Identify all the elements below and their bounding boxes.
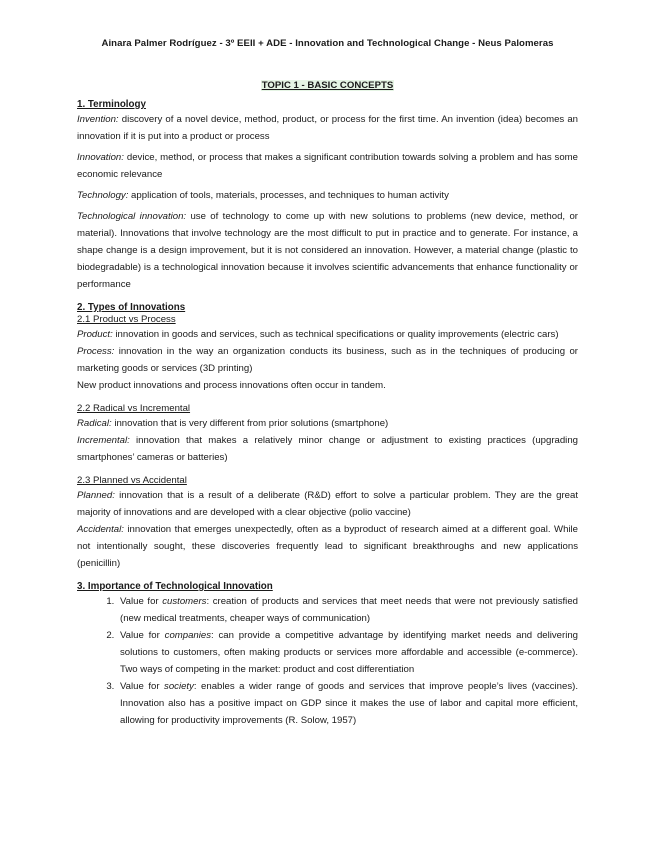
list-item-society xyxy=(117,678,578,729)
topic-title-wrap xyxy=(77,75,578,93)
text-invention: discovery of a novel device, method, product, or process for the first time. An invention (idea) becomes an innovation if it is put into a product or process xyxy=(77,114,578,142)
text-product: innovation in goods and services, such as technical specifications or quality improvements (electric cars) xyxy=(112,329,559,340)
text-planned: innovation that is a result of a deliberate (R&D) effort to solve a particular problem. They are the great majority of innovations and are developed with a clear objective (polio vaccine) xyxy=(77,490,578,518)
item-prefix: Value for xyxy=(120,681,165,692)
item-prefix: Value for xyxy=(120,596,163,607)
text-process: innovation in the way an organization conducts its business, such as in the techniques of producing or marketing goods or services (3D printing) xyxy=(77,346,578,374)
list-item-companies xyxy=(117,627,578,678)
definition-accidental xyxy=(77,521,578,572)
term-accidental: Accidental: xyxy=(77,524,124,535)
definition-technology xyxy=(77,187,578,204)
text-companies: : can provide a competitive advantage by identifying market needs and delivering solutions to customers, often making products or services more affordable and accessible (e-commerce). Two ways of competing in the market: product and cost differentiation xyxy=(120,630,579,675)
section-terminology-title: 1. Terminology xyxy=(77,99,146,110)
definition-tech-innovation xyxy=(77,208,578,293)
topic-title: TOPIC 1 - BASIC CONCEPTS xyxy=(261,80,394,91)
section-importance-title: 3. Importance of Technological Innovation xyxy=(77,581,273,592)
term-companies: companies xyxy=(164,630,212,641)
definition-product xyxy=(77,326,578,343)
term-innovation: Innovation: xyxy=(77,152,124,163)
term-incremental: Incremental: xyxy=(77,435,130,446)
list-item-customers xyxy=(117,593,578,627)
item-prefix: Value for xyxy=(120,630,165,641)
page-header: Ainara Palmer Rodríguez - 3º EEII + ADE - Innovation and Technological Change - Neus Palomeras xyxy=(101,38,554,49)
definition-innovation xyxy=(77,149,578,183)
term-process: Process: xyxy=(77,346,115,357)
definition-invention xyxy=(77,111,578,145)
text-technology: application of tools, materials, processes, and techniques to human activity xyxy=(128,190,449,201)
text-customers: : creation of products and services that meet needs that were not previously satisfied (new medical treatments, cheaper ways of communication) xyxy=(120,596,578,624)
text-accidental: innovation that emerges unexpectedly, often as a byproduct of research aimed at a different goal. While not intentionally sought, these discoveries frequently lead to significant breakthroughs and new applications (penicillin) xyxy=(77,524,578,569)
importance-list xyxy=(77,593,578,729)
definition-incremental xyxy=(77,432,578,466)
term-product: Product: xyxy=(77,329,113,340)
definition-process xyxy=(77,343,578,377)
definition-planned xyxy=(77,487,578,521)
term-tech-innovation: Technological innovation: xyxy=(77,211,187,222)
section-types-title: 2. Types of Innovations xyxy=(77,302,186,313)
subsection-radical-incremental-title: 2.2 Radical vs Incremental xyxy=(77,403,191,414)
subsection-planned-accidental-title: 2.3 Planned vs Accidental xyxy=(77,475,187,486)
term-technology: Technology: xyxy=(77,190,129,201)
term-society: society xyxy=(164,681,194,692)
text-radical: innovation that is very different from prior solutions (smartphone) xyxy=(111,418,389,429)
subsection-product-process-title: 2.1 Product vs Process xyxy=(77,314,176,325)
note-tandem: New product innovations and process innovations often occur in tandem. xyxy=(77,380,386,391)
definition-radical xyxy=(77,415,578,432)
text-incremental: innovation that makes a relatively minor change or adjustment to existing practices (upgrading smartphones’ cameras or batteries) xyxy=(77,435,578,463)
text-tech-innovation: use of technology to come up with new solutions to problems (new device, method, or material). Innovations that involve technology are the most difficult to put in practice and to generate. For instance, a shape change is a design improvement, but it is not considered an innovation. However, a material change (plastic to biodegradable) is a technological innovation because it involves scientific advancements that enhance functionality or performance xyxy=(77,211,578,290)
term-radical: Radical: xyxy=(77,418,112,429)
text-society: : enables a wider range of goods and services that improve people’s lives (vaccines). Innovation also has a positive impact on GDP since it makes the use of labor and capital more efficient, allowing for productivity improvements (R. Solow, 1957) xyxy=(120,681,578,726)
term-planned: Planned: xyxy=(77,490,115,501)
term-invention: Invention: xyxy=(77,114,119,125)
term-customers: customers xyxy=(162,596,207,607)
text-innovation: device, method, or process that makes a significant contribution towards solving a problem and has some economic relevance xyxy=(77,152,578,180)
